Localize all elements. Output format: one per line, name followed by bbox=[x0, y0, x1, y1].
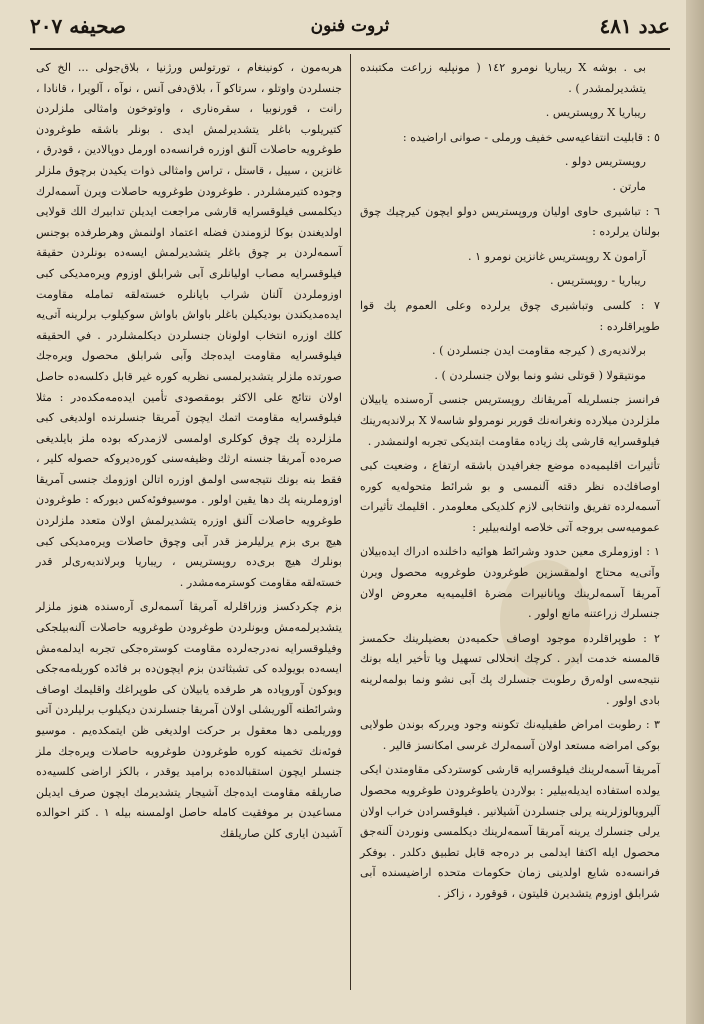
column-divider bbox=[350, 54, 351, 990]
text-line: ريباريا X روپستريس . bbox=[545, 106, 646, 120]
list-item: ١ : اوزوملرى معين حدود وشرائط هوائيه داخلنده ادراك ايده‌بيلان وآتى‌يه محتاج اولمقسزين طوغرودن طوغرويه محصول ويرن آمريقا آسمه‌لرينك وپانانيرات مضرهٔ اقليميه‌يه معروض اولان جنسلرك زراعتنه مانع اولور . bbox=[360, 545, 660, 621]
text-line: ريباريا - روپستريس . bbox=[549, 274, 646, 288]
right-column bbox=[360, 58, 660, 909]
list-item-heading: ٥ : قابليت انتفاعيه‌سى خفيف ورملى - صوانى اراضيده : bbox=[402, 130, 660, 144]
page-header bbox=[30, 10, 670, 46]
page-binding-edge bbox=[686, 0, 704, 1024]
paragraph: هربه‌مون ، كونينغام ، تورتولس ورژنيا ، بلاق‌جولى ... الخ كى جنسلردن واوتلو ، سرتاكو آ ، بلاق‌دفى آنس ، نوآه ، آلويرا ، قانادا ، رانت ، قورنوبيا ، سقره‌نارى ، واوتوخون وامثالى ملزلردن كتيريلوب باغلر يتشديرلمش ايدى . بونلر باشقه طوغرودن طوغرويه حاصلات آلنق اوزره فرانسه‌ده اورمل دوپالادين ، قودرق ، غانزين ، سييل ، قاستل ، تراس وامثالى ذوات يكيدن برچوق ملزلر وجوده كتيرمشلردر . طوغرودن طوغرويه حاصلات ويرن آسمه‌لرك ديكلمسى فيلوقسرايه قارشى مراجعت ايديلن تدابيرك الك قولايى اولديغندن بوكا لزومندن فضله اعتماد اولنمش وهرطرفده بوجنس آسمه‌لردن بر چوق باغلر يتشديرلمش ايسه‌ده بونلردن حقيقة فيلوقسرايه مصاب اوليانلرى آبى شرابلق اوزوم ويره‌مديكى كبى اوزوملردن آلنان شراب بايانلره خسته‌لقه تمامله مقاومت ايده‌مديكندن بوديكيلن باغلر باواش باواش سوكيلوب برلرينه آتى‌يه كلك اوزره انتخاب اولونان جنسلردن ديكلمشلردر . في الحقيقه فيلوقسرايه مقاومت ايده‌جك وآبى شرابلق محصول ويره‌جك صورتده ملزلر يتشديرلمسى نظريه كوره غير قابل دكلسه‌ده حاصل اولان نتائج على الاكثر بومقصودى تأمين ايده‌مه‌مكده‌در : مثلا فيلوقسرايه مقاومت اتمك ايچون آمريقا جنسلرنده اولديغى كبى ملزلرده پك چوق كوكلرى اولمسى لازمدركه بوده ملز بايلديغى صره‌ده آمريقا جنسنه ارثك وظيفه‌سنى كوره‌ديروكه حصوله كلير ، فقط بنه بونك نتيجه‌سى اولمق اوزره اتالن اوزومك جنسى آمريقا اوزوملرينه پك دها يقين اولور . موسيوفوئه‌كس ديوركه : طوغرودن طوغرويه حاصلات آلنق اوزره يتشديرلمش اولان متعدد ملزلردن هيچ برى بزم يرليلرمز قدر آبى وچوق حاصلات ويره‌مديكى كبى بونلرك هيچ برى‌ده روپستريس ، ريباريا وبرلانديه‌رى‌لر قدر خسته‌لقه مقاومت كوسترمه‌مشدر . bbox=[36, 61, 342, 589]
text-line: مارتن . bbox=[612, 179, 646, 193]
list-item-heading: ٦ : تباشيرى حاوى اوليان وروپستريس دولو ايچون كيرچيك چوق بولنان يرلرده : bbox=[360, 204, 660, 239]
paragraph: تأثيرات اقليميه‌ده موضع جغرافيدن باشقه ارتفاع ، وضعيت كبى اوصافك‌ده نظر دقته آلنمسى و بو شرائط متحوله‌يه كوره آسمه‌لرده تفريق وانتخابى لازم كلديكى معلومدر . اقليمك تأثيرات عموميه‌سى بروجه آتى خلاصه اولنه‌بيلير : bbox=[360, 459, 660, 534]
journal-title: ثروت فنون bbox=[310, 16, 390, 36]
paragraph: آمريقا آسمه‌لرينك فيلوقسرايه قارشى كوستردكى مقاومتدن ايكى يولده استفاده ايديله‌بيلير : بولاردن ياطوغرودن طوغرويه محصول آليرويالوزلرينه يرلى جنسلردن آشيلانير . فيلوقسرادن خراب اولان يرلى جنسلرك يرينه آمريقا آسمه‌لرينك ديكلمسى ونوردن آلنه‌جق محصول ايله اكتفا ايدلمى بر دره‌جه قابل تطبيق دكلدر . بوفكر فرانسه‌ده شايع اولدينى زمان حكومات متحده اراضيسنده آبى شرابلق اوزوم يتشديرن قليتون ، قوقورد ، زاكز . bbox=[360, 763, 660, 900]
header-rule bbox=[30, 48, 670, 50]
list-item-heading: ٧ : كلسى وتباشيرى چوق يرلرده وعلى العموم پك قوا طوپراقلرده : bbox=[360, 298, 660, 333]
issue-number: عدد ٤٨١ bbox=[599, 14, 670, 38]
paragraph: فرانسز جنسلريله آمريقانك روپستريس جنسى آره‌سنده يابيلان ملزلردن ميلارده ونغرانه‌نك قوربر نومرولو شاسه‌لا X برلانديه‌رينك فيلوقسرايه قارشى پك زياده مقاومت ابتديكى تجربه اولنمشدر . bbox=[360, 393, 660, 448]
text-line: مونتيقولا ( قوتلى نشو ونما بولان جنسلردن ) . bbox=[434, 368, 646, 382]
text-line: روپستريس دولو . bbox=[564, 155, 646, 169]
left-column bbox=[36, 58, 342, 849]
paragraph: بزم چكردكسز وزراقلرله آمريقا آسمه‌لرى آره‌سنده هنوز ملزلر يتشديرلمه‌مش وبونلردن طوغرودن طوغرويه حاصلات آلنه‌بيلجكى وفيلوقسرايه نه‌درجه‌لرده مقاومت كوستره‌جكى تجربه ايدلمه‌مش ايسه‌ده بويولده كى تشبثاتدن بزم ايچون‌ده بر فائده كوريله‌مه‌جكى ويوكون آوروپاده هر طرفده يابيلان كى طوپراغك واقليمك اوصاف وشرائطنه آلوريشلى اولان آمريقا جنسلرندن ديكيلوب برليلردن آتى ووريلمى دها معقول بر حركت اولديغى ظن ايتمكده‌يم . موسيو فوئه‌نك تخمينه كوره طوغرودن طوغرويه حاصلات ويره‌جك ملز جنسلر ايچون استقبالده‌ده براميد يوقدر ، بالكز اراضى كلسيه‌ده صاريلقه مقاومت ايده‌جك آشيجار يتشديرمك ايچون صرف ايديلن مساعيدن بر موفقيت كامله حاصل اولمسنه بيله ١ . كثر احوالده آشيدن ايارى كلن صاريلقك bbox=[36, 600, 343, 840]
text-line: بى . بوشه X ريباريا نومرو ١٤٢ ( مونپليه زراعت مكتبنده يتشديرلمشدر ) . bbox=[360, 61, 646, 95]
text-line: برلانديه‌رى ( كيرجه مقاومت ايدن جنسلردن ) . bbox=[432, 344, 646, 358]
text-line: آرامون X روپستريس غانزين نومرو ١ . bbox=[468, 249, 646, 263]
page-number: صحيفه ٢٠٧ bbox=[30, 14, 126, 38]
list-item: ٣ : رطوبت امراض طفيليه‌نك تكوننه وجود ويرركه بوندن طولايى بوكى امراضه مستعد اولان آسمه‌لرك غرسى امكانسز قالير . bbox=[360, 718, 660, 752]
list-item: ٢ : طوپراقلرده موجود اوصاف حكميه‌دن بعضيلرينك حكمسز قالمسنه خدمت ايدر . كرچك انحلالى تسهيل ويا تأخير ايله بونك نتيجه‌سى اوله‌رق رطوبت جنسلرك پك آبى نشو ونما بولمه‌لرينه بادى اولور . bbox=[360, 631, 660, 707]
